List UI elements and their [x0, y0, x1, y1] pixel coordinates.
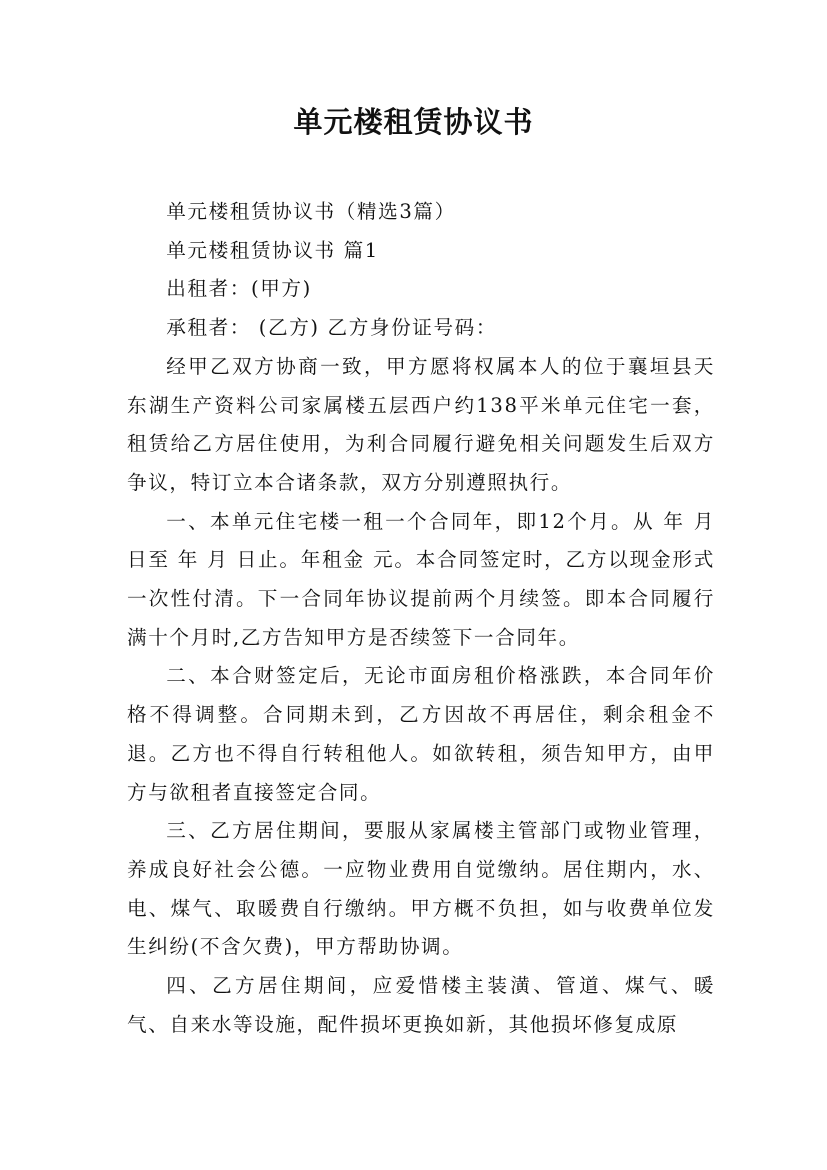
paragraph-clause-1: 一、本单元住宅楼一租一个合同年，即12个月。从 年 月 日至 年 月 日止。年租金 元。本合同签定时，乙方以现金形式一次性付清。下一合同年协议提前两个月续签。即本合同履行满十个月时,乙方告知甲方是否续签下一合同年。	[127, 509, 715, 649]
paragraph-preamble: 经甲乙双方协商一致，甲方愿将权属本人的位于襄垣县天东湖生产资料公司家属楼五层西户约138平米单元住宅一套，租赁给乙方居住使用，为利合同履行避免相关问题发生后双方争议，特订立本合诸条款，双方分别遵照执行。	[127, 354, 715, 494]
paragraph-section-heading: 单元楼租赁协议书 篇1	[166, 238, 379, 262]
document-body	[127, 193, 715, 1044]
paragraph-clause-3: 三、乙方居住期间，要服从家属楼主管部门或物业管理，养成良好社会公德。一应物业费用自觉缴纳。居住期内，水、电、煤气、取暖费自行缴纳。甲方概不负担，如与收费单位发生纠纷(不含欠费)，甲方帮助协调。	[127, 819, 715, 959]
paragraph-lessor: 出租者：(甲方)	[166, 277, 312, 301]
paragraph-subtitle: 单元楼租赁协议书（精选3篇）	[166, 200, 456, 223]
document-title: 单元楼租赁协议书	[293, 105, 534, 139]
paragraph-clause-2: 二、本合财签定后，无论市面房租价格涨跌，本合同年价格不得调整。合同期未到，乙方因故不再居住，剩余租金不退。乙方也不得自行转租他人。如欲转租，须告知甲方，由甲方与欲租者直接签定合同。	[127, 664, 715, 804]
paragraph-clause-4: 四、乙方居住期间，应爱惜楼主装潢、管道、煤气、暖气、自来水等设施，配件损坏更换如新，其他损坏修复成原	[127, 974, 715, 1036]
paragraph-lessee: 承租者： (乙方) 乙方身份证号码：	[166, 316, 498, 340]
